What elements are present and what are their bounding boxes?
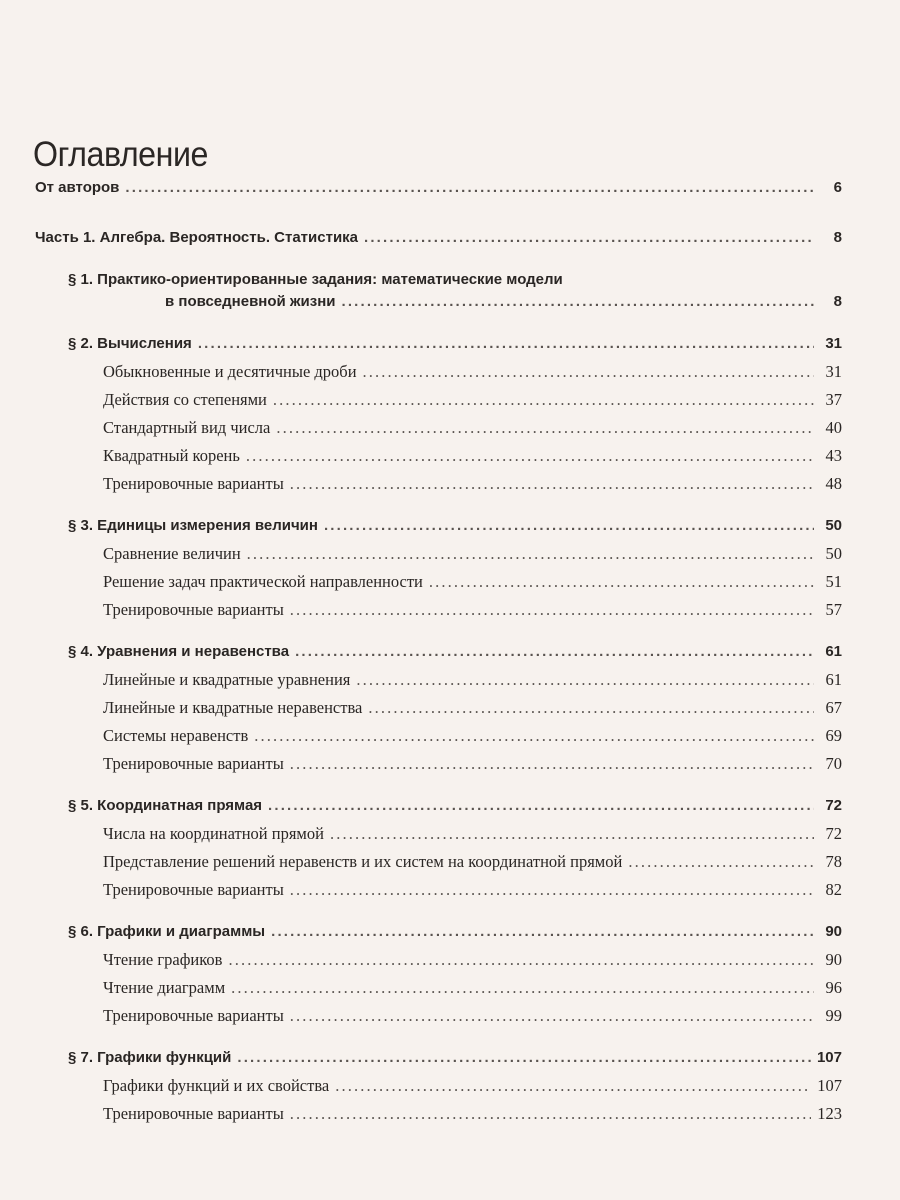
toc-section-entry [0,330,900,358]
page-number: 50 [825,544,842,563]
toc-subentry [0,596,900,624]
entry-label: Действия со степенями [103,390,267,409]
dot-leader [276,414,814,442]
entry-label: в повседневной жизни [165,293,336,310]
dot-leader [231,974,814,1002]
entry-label: Системы неравенств [103,726,249,745]
toc-subentry [0,946,900,974]
page-title: Оглавление [33,135,208,175]
entry-label: Тренировочные варианты [103,1104,284,1123]
dot-leader [290,596,814,624]
entry-label: Графики функций и их свойства [103,1076,330,1095]
dot-leader [356,666,814,694]
entry-label: § 2. Вычисления [68,335,192,352]
entry-label: § 6. Графики и диаграммы [68,923,266,940]
toc-subentry [0,386,900,414]
page-number: 61 [825,670,842,689]
entry-label: Тренировочные варианты [103,600,284,619]
toc-subentry [0,568,900,596]
page-number: 40 [825,418,842,437]
entry-label: Обыкновенные и десятичные дроби [103,362,357,381]
entry-label: Стандартный вид числа [103,418,271,437]
toc-subentry [0,1072,900,1100]
dot-leader [335,1072,811,1100]
toc-subentry [0,414,900,442]
page-number: 72 [825,824,842,843]
entry-label: Решение задач практической направленности [103,572,423,591]
entry-label: § 5. Координатная прямая [68,797,263,814]
entry-label: Линейные и квадратные неравенства [103,698,363,717]
toc-subentry [0,750,900,778]
toc-subentry [0,470,900,498]
dot-leader [271,918,814,946]
entry-label: § 7. Графики функций [68,1049,232,1066]
toc-section-entry [0,1044,900,1072]
page-number: 90 [825,923,842,940]
dot-leader [237,1044,811,1072]
toc-subentry [0,358,900,386]
page-number: 37 [825,390,842,409]
dot-leader [290,1100,811,1128]
entry-label: Тренировочные варианты [103,754,284,773]
page-number: 99 [825,1006,842,1025]
toc-section-entry [0,918,900,946]
page-number: 123 [817,1104,842,1123]
toc-subentry [0,666,900,694]
dot-leader [198,330,814,358]
entry-label: Линейные и квадратные уравнения [103,670,351,689]
entry-label: § 3. Единицы измерения величин [68,517,318,534]
toc-subentry [0,540,900,568]
dot-leader [363,358,814,386]
page-number: 72 [825,797,842,814]
entry-label: Тренировочные варианты [103,1006,284,1025]
toc-subentry [0,974,900,1002]
entry-label: От авторов [35,179,120,196]
entry-label: Числа на координатной прямой [103,824,324,843]
dot-leader [628,848,814,876]
dot-leader [330,820,814,848]
page-number: 96 [825,978,842,997]
toc-section-entry [0,512,900,540]
toc-section-entry [0,638,900,666]
entry-label: § 4. Уравнения и неравенства [68,643,290,660]
page-number: 51 [825,572,842,591]
toc-subentry [0,442,900,470]
dot-leader [290,470,814,498]
dot-leader [324,512,814,540]
page-number: 57 [825,600,842,619]
dot-leader [290,750,814,778]
table-of-contents [0,174,900,1128]
page-number: 50 [825,517,842,534]
toc-subentry [0,722,900,750]
toc-entry [0,224,900,252]
toc-subentry [0,694,900,722]
dot-leader [273,386,814,414]
entry-label: § 1. Практико-ориентированные задания: математические модели [68,271,563,288]
dot-leader [429,568,814,596]
page-number: 8 [833,293,842,310]
dot-leader [364,224,814,252]
page-number: 67 [825,698,842,717]
entry-label: Сравнение величин [103,544,241,563]
dot-leader [125,174,814,202]
toc-subentry [0,1100,900,1128]
entry-label: Часть 1. Алгебра. Вероятность. Статистика [35,229,359,246]
page-number: 48 [825,474,842,493]
toc-entry [0,174,900,202]
toc-subentry [0,848,900,876]
entry-label: Тренировочные варианты [103,474,284,493]
entry-label: Тренировочные варианты [103,880,284,899]
page-number: 90 [825,950,842,969]
dot-leader [268,792,814,820]
entry-label: Квадратный корень [103,446,240,465]
toc-section-entry [0,266,900,288]
dot-leader [342,288,815,316]
dot-leader [368,694,814,722]
dot-leader [247,540,814,568]
dot-leader [290,1002,814,1030]
dot-leader [254,722,814,750]
page-number: 78 [825,852,842,871]
toc-subentry [0,1002,900,1030]
entry-label: Чтение диаграмм [103,978,226,997]
entry-label: Чтение графиков [103,950,223,969]
dot-leader [246,442,814,470]
page-number: 31 [825,335,842,352]
page-number: 43 [825,446,842,465]
dot-leader [228,946,814,974]
page-number: 70 [825,754,842,773]
toc-subentry [0,876,900,904]
toc-subentry [0,820,900,848]
dot-leader [295,638,814,666]
page-number: 107 [816,1049,842,1066]
page-number: 6 [833,179,842,196]
page-number: 69 [825,726,842,745]
dot-leader [290,876,814,904]
page-number: 82 [825,880,842,899]
page-number: 61 [825,643,842,660]
page-number: 107 [817,1076,842,1095]
page-number: 8 [833,229,842,246]
page-number: 31 [825,362,842,381]
toc-section-entry [0,792,900,820]
entry-label: Представление решений неравенств и их систем на координатной прямой [103,852,623,871]
